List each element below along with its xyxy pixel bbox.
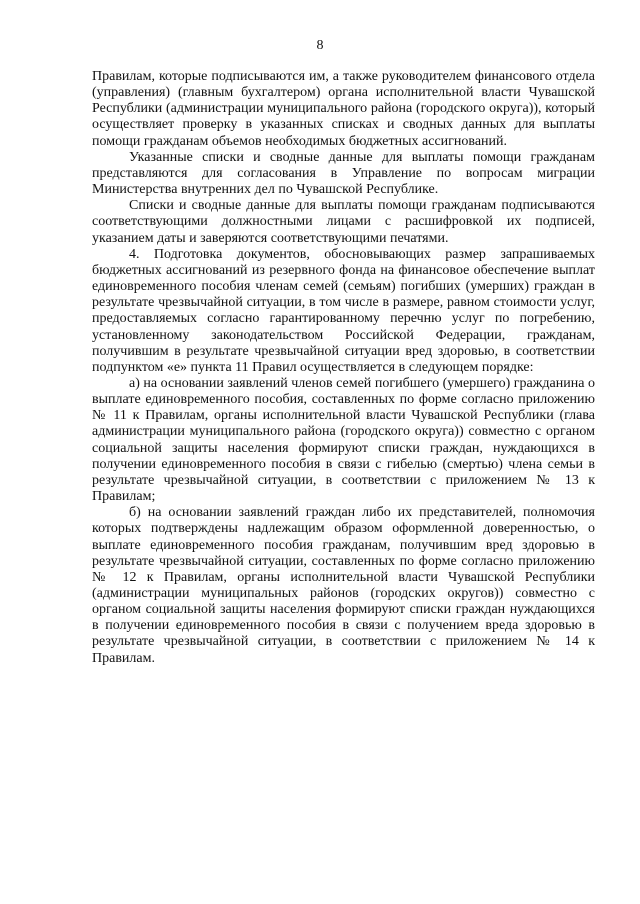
paragraph-lists-signing: Списки и сводные данные для выплаты помощи гражданам подписываются соответствующими должностными лицами с расшифровкой их подписей, указанием даты и заверяются соответствующими печатями. <box>92 198 595 246</box>
paragraph-subitem-b: б) на основании заявлений граждан либо их представителей, полномочия которых подтверждены надлежащим образом оформленной доверенностью, о выплате единовременного пособия гражданам, получившим вред здоровью в результате чрезвычайной ситуации, составленных по форме согласно приложению № 12 к Правилам, органы исполнительной власти Чувашской Республики (администрации муниципальных районов (городских округов)) совместно с органом социальной защиты населения формируют списки граждан нуждающихся в получении единовременного пособия в связи с получением вреда здоровью в результате чрезвычайной ситуации, в соответствии с приложением № 14 к Правилам. <box>92 505 595 666</box>
paragraph-continuation: Правилам, которые подписываются им, а также руководителем финансового отдела (управления) (главным бухгалтером) органа исполнительной власти Чувашской Республики (администрации муниципального района (городского округа)), который осуществляет проверку в указанных списках и сводных данных для выплаты помощи гражданам объемов необходимых бюджетных ассигнований. <box>92 69 595 149</box>
page-number: 8 <box>316 38 324 53</box>
document-body <box>92 69 595 667</box>
paragraph-subitem-a: а) на основании заявлений членов семей погибшего (умершего) гражданина о выплате единовременного пособия, составленных по форме согласно приложению № 11 к Правилам, органы исполнительной власти Чувашской Республики (глава администрации муниципального района (городского округа)) совместно с органом социальной защиты населения формируют списки граждан, нуждающихся в получении единовременного пособия в связи с гибелью (смертью) члена семьи в результате чрезвычайной ситуации, в соответствии с приложением № 13 к Правилам; <box>92 375 595 505</box>
paragraph-item-4: 4. Подготовка документов, обосновывающих размер запрашиваемых бюджетных ассигнований из резервного фонда на финансовое обеспечение выплат единовременного пособия членам семей (семьям) погибших (умерших) граждан в результате чрезвычайной ситуации, в том числе в размере, равном стоимости услуг, предоставляемых согласно гарантированному перечню услуг по погребению, установленному законодательством Российской Федерации, гражданам, получившим в результате чрезвычайной ситуации вред здоровью, в соответствии подпунктом «е» пункта 11 Правил осуществляется в следующем порядке: <box>92 246 595 375</box>
paragraph-lists-approval: Указанные списки и сводные данные для выплаты помощи гражданам представляются для согласования в Управление по вопросам миграции Министерства внутренних дел по Чувашской Республике. <box>92 149 595 198</box>
